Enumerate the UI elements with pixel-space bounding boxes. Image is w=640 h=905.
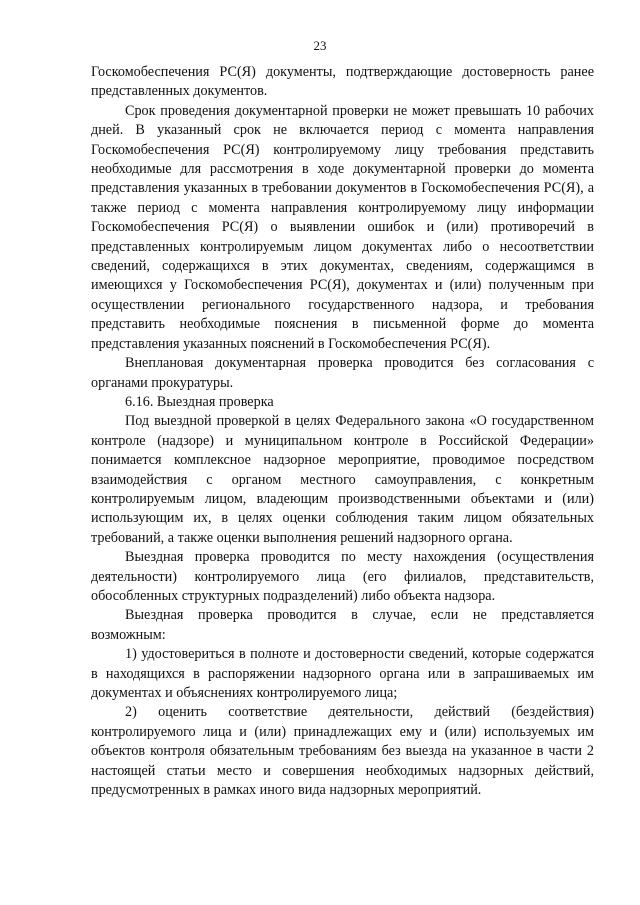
paragraph-continuation: Госкомобеспечения РС(Я) документы, подтверждающие достоверность ранее представленных документов. bbox=[91, 64, 594, 100]
paragraph-onsite-conditions: Выездная проверка проводится в случае, если не представляется возможным: bbox=[91, 607, 594, 643]
list-item-1: 1) удостовериться в полноте и достоверности сведений, которые содержатся в находящихся в распоряжении надзорного органа или в запрашиваемых им документах и объяснениях контролируемого лица; bbox=[91, 646, 594, 701]
paragraph-onsite-location: Выездная проверка проводится по месту нахождения (осуществления деятельности) контролируемого лица (его филиалов, представительств, обособленных структурных подразделений) либо объекта надзора. bbox=[91, 549, 594, 604]
paragraph-unscheduled-review: Внеплановая документарная проверка проводится без согласования с органами прокуратуры. bbox=[91, 355, 594, 391]
paragraph-review-period: Срок проведения документарной проверки не может превышать 10 рабочих дней. В указанный срок не включается период с момента направления Госкомобеспечения РС(Я) контролируемому лицу требования представить необходимые для рассмотрения в ходе документарной проверки до момента представления указанных в требовании документов в Госкомобеспечения РС(Я), а также период с момента направления контролируемому лицу информации Госкомобеспечения РС(Я) о выявлении ошибок и (или) противоречий в представленных контролируемым лицом документах либо о несоответствии сведений, содержащихся в этих документах, сведениям, содержащимся в имеющихся у Госкомобеспечения РС(Я), документах и (или) полученным при осуществлении регионального государственного надзора, и требования представить необходимые пояснения в письменной форме до момента представления указанных пояснений в Госкомобеспечения РС(Я). bbox=[91, 102, 594, 352]
page-number: 23 bbox=[313, 38, 327, 53]
document-body bbox=[91, 63, 594, 800]
paragraph-onsite-definition: Под выездной проверкой в целях Федерального закона «О государственном контроле (надзоре) и муниципальном контроле в Российской Федерации» понимается комплексное надзорное мероприятие, проводимое посредством взаимодействия с органом местного самоуправления, с конкретным контролируемым лицом, владеющим производственными объектами и (или) использующим их, в целях оценки соблюдения таким лицом обязательных требований, а также оценки выполнения решений надзорного органа. bbox=[91, 413, 594, 546]
section-heading-6-16: 6.16. Выездная проверка bbox=[125, 393, 274, 410]
list-item-2: 2) оценить соответствие деятельности, действий (бездействия) контролируемого лица и (или) принадлежащих ему и (или) используемых им объектов контроля обязательным требованиям без выезда на указанное в части 2 настоящей статьи место и совершения необходимых надзорных действий, предусмотренных в рамках иного вида надзорных мероприятий. bbox=[91, 704, 594, 799]
